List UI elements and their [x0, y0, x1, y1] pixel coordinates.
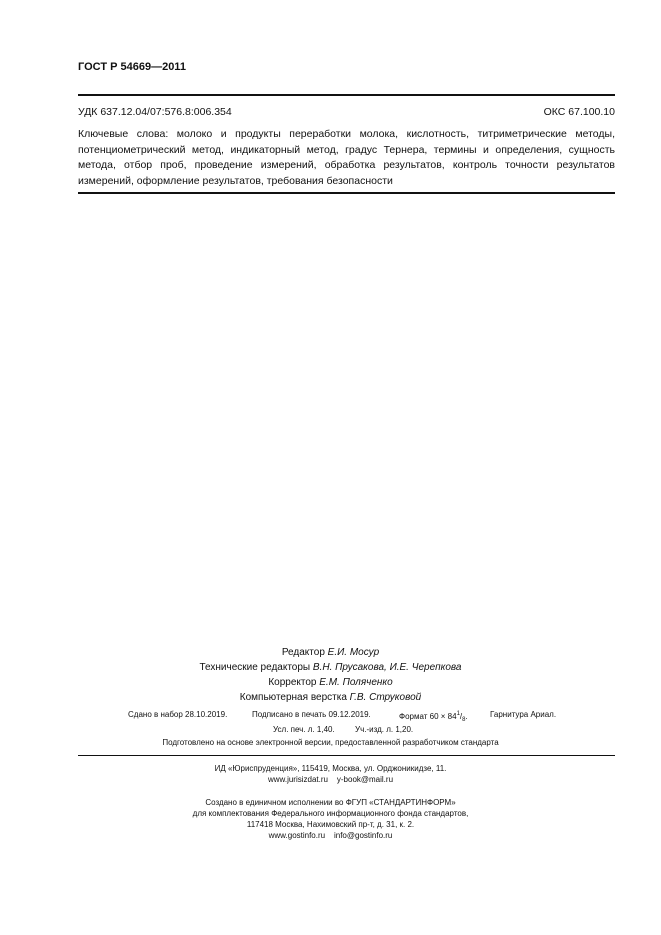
- producer-line-3: 117418 Москва, Нахимовский пр-т, д. 31, к. 2.: [246, 820, 415, 829]
- document-code: ГОСТ Р 54669—2011: [78, 61, 186, 73]
- keywords-paragraph: Ключевые слова: молоко и продукты переработки молока, кислотность, титриметрические методы, потенциометрический метод, индикаторный метод, градус Тернера, термины и определения, сущность метода, отбор проб, проведение измерений, обработка результатов, контроль точности результатов измерений, оформление результатов, требования безопасности: [78, 128, 615, 187]
- keywords-rule: [78, 192, 615, 194]
- signed-date: Подписано в печать 09.12.2019.: [252, 710, 371, 719]
- producer-contacts: [0, 830, 661, 841]
- header-rule: [78, 94, 615, 96]
- credits-block: [0, 645, 661, 705]
- credit-editor: Редактор Е.И. Мосур: [281, 647, 380, 658]
- credit-tech-editors: Технические редакторы В.Н. Прусакова, И.Е. Черепкова: [199, 662, 462, 673]
- print-sheets: Усл. печ. л. 1,40.: [273, 725, 335, 734]
- oks-code: ОКС 67.100.10: [543, 106, 615, 118]
- publisher-rule: [78, 755, 615, 756]
- producer-website: www.gostinfo.ru: [268, 831, 326, 840]
- publisher-contacts: [0, 774, 661, 785]
- publisher-sheets: Уч.-изд. л. 1,20.: [355, 725, 414, 734]
- producer-email: info@gostinfo.ru: [333, 831, 393, 840]
- credit-layout: Компьютерная верстка Г.В. Струковой: [239, 692, 422, 703]
- prepared-note: Подготовлено на основе электронной версии, предоставленной разработчиком стандарта: [162, 738, 499, 747]
- udc-code: УДК 637.12.04/07:576.8:006.354: [78, 106, 232, 118]
- producer-line-2: для комплектования Федерального информационного фонда стандартов,: [192, 809, 469, 818]
- publisher-address: ИД «Юриспруденция», 115419, Москва, ул. Орджоникидзе, 11.: [214, 764, 447, 773]
- publisher-email: y-book@mail.ru: [336, 775, 394, 784]
- producer-line-1: Создано в единичном исполнении во ФГУП «СТАНДАРТИНФОРМ»: [205, 798, 456, 807]
- publisher-website: www.jurisizdat.ru: [267, 775, 328, 784]
- credit-proofreader: Корректор Е.М. Поляченко: [268, 677, 393, 688]
- typeface-info: Гарнитура Ариал.: [490, 710, 557, 719]
- format-info: Формат $60 \times 84^1/_8$.: [399, 711, 468, 723]
- producer-info: [0, 797, 661, 841]
- publisher-info: [0, 763, 661, 785]
- typeset-date: Сдано в набор 28.10.2019.: [128, 710, 228, 719]
